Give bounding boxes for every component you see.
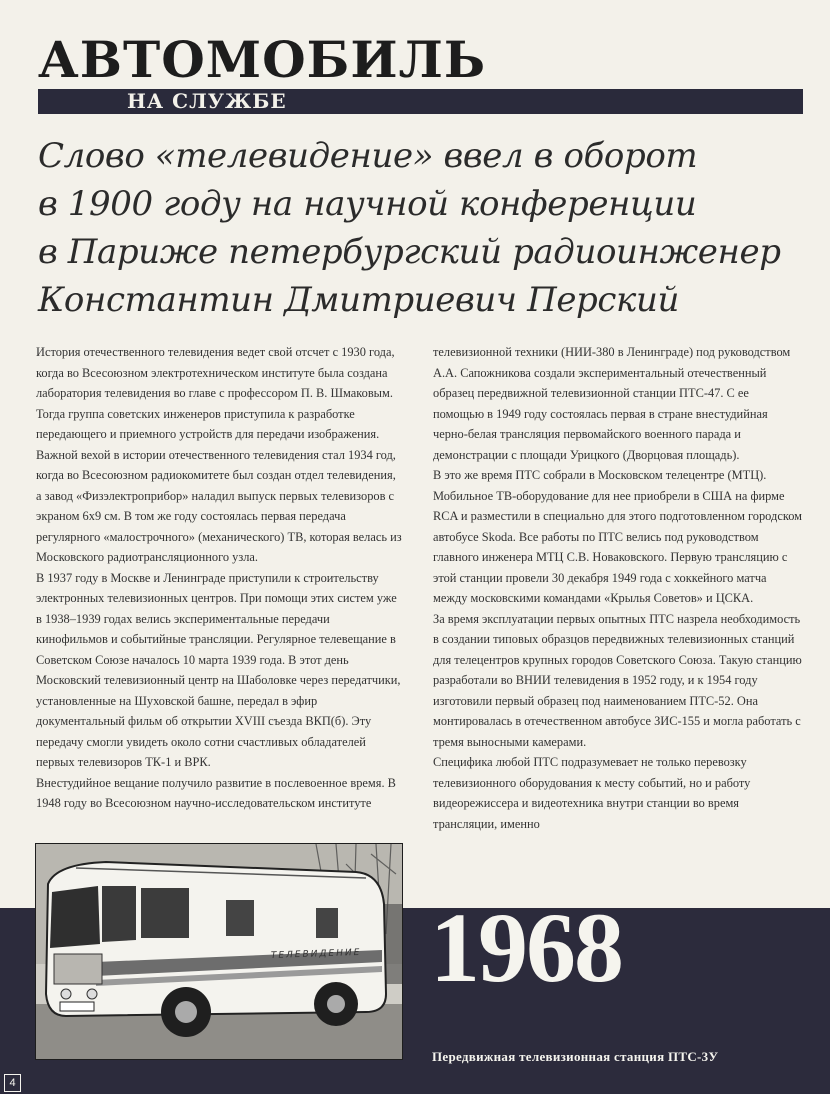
paragraph: За время эксплуатации первых опытных ПТС назрела необходимость в создании типовых образцов передвижных телевизионных станций для телецентров крупных городов Советского Союза. Такую станцию разработали во ВНИИ телевидения в 1952 году, и к 1954 году изготовили первый образец под наименованием ПТС-52. Она монтировалась в отечественном автобусе ЗИС-155 и могла работать с тремя выносными камерами. xyxy=(433,611,802,749)
headline-line: Константин Дмитриевич Перский xyxy=(38,280,679,320)
masthead-title: АВТОМОБИЛЬ xyxy=(38,30,487,89)
bus-illustration xyxy=(36,844,402,1059)
bus-photo xyxy=(35,843,403,1060)
masthead-subtitle: НА СЛУЖБЕ xyxy=(127,89,287,113)
headline-line: в Париже петербургский радиоинженер xyxy=(38,232,781,272)
year-label: 1968 xyxy=(430,892,622,1003)
paragraph: телевизионной техники (НИИ-380 в Ленинграде) под руководством А.А. Сапожникова создали экспериментальный отечественный образец передвижной телевизионной станции ПТС-47. С ее помощью в 1949 году состоялась первая в стране внестудийная черно-белая трансляция первомайского военного парада и демонстрации с площади Урицкого (Дворцовая площадь). xyxy=(433,345,791,462)
paragraph: В 1937 году в Москве и Ленинграде приступили к строительству электронных телевизионных центров. При помощи этих систем уже в 1938–1939 годах велись экспериментальные передачи кинофильмов и событийные трансляции. Регулярное телевещание в Советском Союзе началось 10 марта 1939 года. В этот день Московский телевизионный центр на Шаболовке через передатчики, установленные на Шуховской башне, передал в эфир документальный фильм об открытии XVIII съезда ВКП(б). Эту передачу смогли увидеть около сотни счастливых обладателей первых телевизоров ТК-1 и ВРК. xyxy=(36,570,401,769)
paragraph: В это же время ПТС собрали в Московском телецентре (МТЦ). Мобильное ТВ-оборудование для нее приобрели в США на фирме RCA и разместили в специально для этого подготовленном городском автобусе Skoda. Все работы по ПТС велись под руководством главного инженера МТЦ С.В. Новаковского. Первую трансляцию с этой станции провели 30 декабря 1949 года с хоккейного матча между московскими командами «Крылья Советов» и ЦСКА. xyxy=(433,468,803,605)
bus-lettering: ТЕЛЕВИДЕНИЕ xyxy=(270,947,362,961)
article-column-right xyxy=(433,342,803,834)
page-number: 4 xyxy=(4,1074,21,1092)
photo-caption: Передвижная телевизионная станция ПТС-3У xyxy=(432,1049,719,1064)
headline xyxy=(38,132,798,324)
paragraph: Специфика любой ПТС подразумевает не только перевозку телевизионного оборудования к месту событий, но и работу видеорежиссера и видеотехника внутри станции во время трансляции, именно xyxy=(433,755,751,831)
article-column-left xyxy=(36,342,404,814)
paragraph: Внестудийное вещание получило развитие в послевоенное время. В 1948 году во Всесоюзном научно-исследовательском институте xyxy=(36,775,396,810)
paragraph: История отечественного телевидения ведет свой отсчет с 1930 года, когда во Всесоюзном электротехническом институте была создана лаборатория телевидения во главе с профессором П. В. Шмаковым. Тогда группа советских инженеров приступила к разработке передающего и приемного устройств для передачи изображения. xyxy=(36,345,395,441)
headline-line: в 1900 году на научной конференции xyxy=(38,184,697,224)
paragraph: Важной вехой в истории отечественного телевидения стал 1934 год, когда во Всесоюзном радиокомитете был создан отдел телевидения, а завод «Физэлектроприбор» наладил выпуск первых телевизоров с экраном 6х9 см. В том же году состоялась первая передача регулярного «малострочного» (механического) ТВ, которая велась из Московского радиотрансляционного узла. xyxy=(36,447,402,564)
headline-line: Слово «телевидение» ввел в оборот xyxy=(38,136,698,176)
